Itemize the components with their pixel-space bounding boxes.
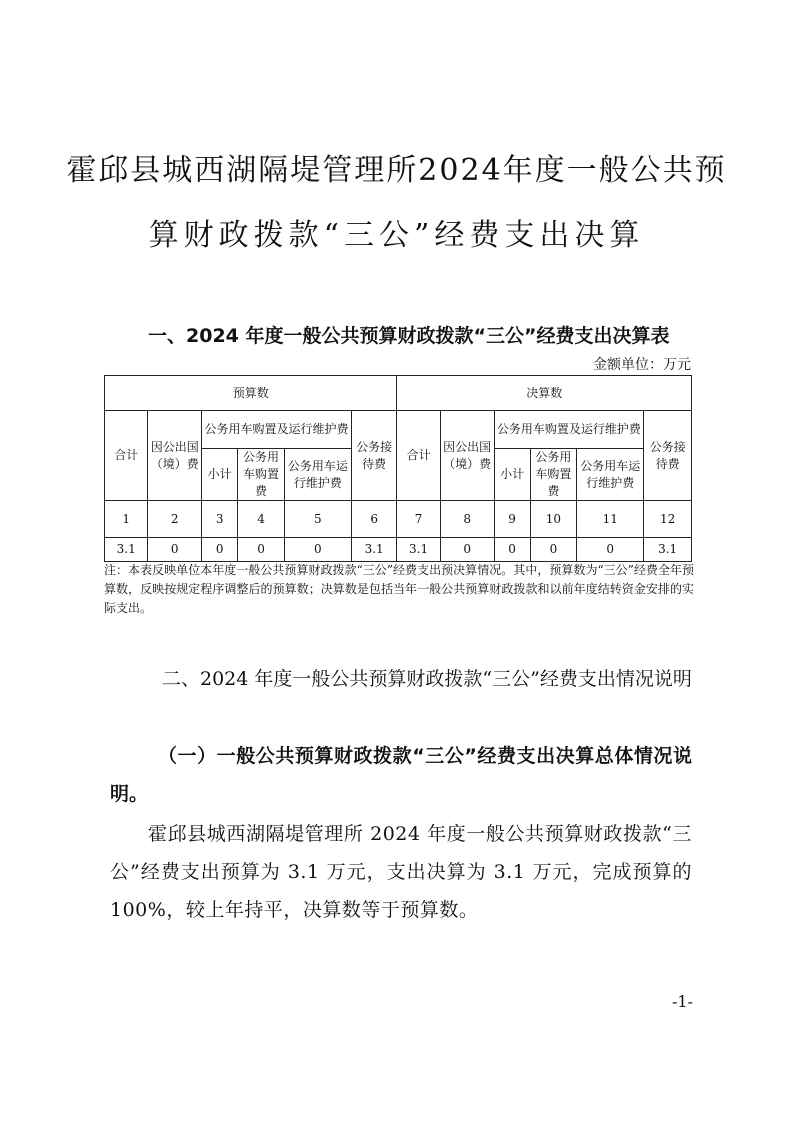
value-cell: 3.1 — [105, 538, 148, 562]
index-cell: 7 — [397, 501, 440, 538]
document-title-line-2: 算财政拨款“三公”经费支出决算 — [148, 218, 645, 253]
three-public-expenditure-table — [104, 375, 692, 562]
index-cell: 8 — [440, 501, 494, 538]
table-header-row-groups — [105, 376, 692, 411]
subsection-1-heading: （一）一般公共预算财政拨款“三公”经费支出决算总体情况说明。 — [110, 745, 692, 805]
value-cell: 3.1 — [644, 538, 692, 562]
header-budget-vehicle-group: 公务用车购置及运行维护费 — [202, 411, 352, 449]
table-note: 注：本表反映单位本年度一般公共预算财政拨款“三公”经费支出预决算情况。其中，预算数为“三公”经费全年预算数，反映按规定程序调整后的预算数；决算数是包括当年一般公共预算财政拨款和以前年度结转资金安排的实际支出。 — [104, 563, 694, 615]
value-cell: 0 — [202, 538, 238, 562]
body-paragraph: 霍邱县城西湖隔堤管理所 2024 年度一般公共预算财政拨款“三公”经费支出预算为 3.1 万元，支出决算为 3.1 万元，完成预算的 100%，较上年持平，决算数等于预算数。 — [110, 823, 692, 921]
table-value-row — [105, 538, 692, 562]
table-index-row — [105, 501, 692, 538]
index-cell: 9 — [494, 501, 530, 538]
header-budget-vehicle-purchase: 公务用车购置费 — [238, 449, 284, 501]
index-cell: 1 — [105, 501, 148, 538]
header-actual-abroad: 因公出国（境）费 — [440, 411, 494, 501]
header-budget-reception: 公务接待费 — [351, 411, 397, 501]
header-budget-abroad: 因公出国（境）费 — [148, 411, 202, 501]
value-cell: 0 — [284, 538, 351, 562]
header-budget-subtotal: 小计 — [202, 449, 238, 501]
value-cell: 0 — [494, 538, 530, 562]
amount-unit-label: 金额单位：万元 — [593, 357, 691, 373]
index-cell: 5 — [284, 501, 351, 538]
value-cell: 0 — [238, 538, 284, 562]
header-budget-vehicle-operation: 公务用车运行维护费 — [284, 449, 351, 501]
value-cell: 0 — [530, 538, 576, 562]
table-header-row-columns — [105, 411, 692, 449]
section-1-heading: 一、2024 年度一般公共预算财政拨款“三公”经费支出决算表 — [148, 325, 670, 347]
header-actual-subtotal: 小计 — [494, 449, 530, 501]
header-budget-group: 预算数 — [105, 376, 397, 411]
value-cell: 0 — [440, 538, 494, 562]
document-title-line-1: 霍邱县城西湖隔堤管理所2024年度一般公共预 — [66, 153, 727, 188]
index-cell: 4 — [238, 501, 284, 538]
index-cell: 3 — [202, 501, 238, 538]
header-actual-vehicle-purchase: 公务用车购置费 — [530, 449, 576, 501]
header-actual-total: 合计 — [397, 411, 440, 501]
index-cell: 12 — [644, 501, 692, 538]
header-budget-total: 合计 — [105, 411, 148, 501]
value-cell: 3.1 — [397, 538, 440, 562]
value-cell: 0 — [577, 538, 644, 562]
section-2-heading: 二、2024 年度一般公共预算财政拨款“三公”经费支出情况说明 — [162, 668, 692, 690]
value-cell: 3.1 — [351, 538, 397, 562]
header-actual-group: 决算数 — [397, 376, 692, 411]
page-number: -1- — [672, 992, 693, 1011]
index-cell: 10 — [530, 501, 576, 538]
index-cell: 2 — [148, 501, 202, 538]
value-cell: 0 — [148, 538, 202, 562]
index-cell: 6 — [351, 501, 397, 538]
header-actual-vehicle-operation: 公务用车运行维护费 — [577, 449, 644, 501]
header-actual-reception: 公务接待费 — [644, 411, 692, 501]
index-cell: 11 — [577, 501, 644, 538]
header-actual-vehicle-group: 公务用车购置及运行维护费 — [494, 411, 644, 449]
